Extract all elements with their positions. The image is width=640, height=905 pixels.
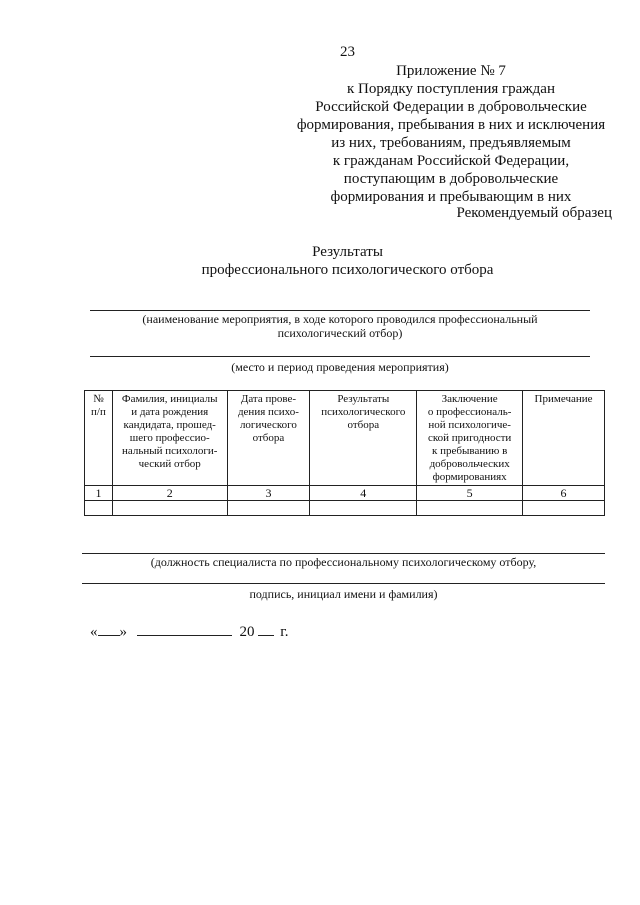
header-cell-number: № п/п xyxy=(85,391,113,486)
empty-cell xyxy=(417,501,523,516)
empty-cell xyxy=(85,501,113,516)
sample-label: Рекомендуемый образец xyxy=(456,205,612,221)
place-period-line xyxy=(90,356,590,357)
appendix-line: к гражданам Российской Федерации, xyxy=(332,153,570,169)
appendix-block xyxy=(270,62,632,206)
title-line-1: Результаты xyxy=(312,244,383,260)
signature-caption-line-1: (должность специалиста по профессиональному психологическому отбору, xyxy=(150,555,537,569)
header-cell-date: Дата прове- дения психо- логического отбора xyxy=(227,391,310,486)
appendix-line: поступающим в добровольческие xyxy=(343,171,559,187)
column-number: 2 xyxy=(112,486,227,501)
empty-cell xyxy=(227,501,310,516)
open-quote: « xyxy=(90,624,98,640)
column-number: 3 xyxy=(227,486,310,501)
appendix-line: Российской Федерации в добровольческие xyxy=(315,99,587,115)
event-caption-line-2: психологический отбор) xyxy=(277,326,403,340)
appendix-title: Приложение № 7 xyxy=(396,63,506,79)
year-suffix: г. xyxy=(280,624,289,640)
date-line xyxy=(90,622,288,641)
page-number: 23 xyxy=(340,44,355,60)
header-cell-conclusion: Заключение о профессиональ- ной психологиче- ской пригодности к пребыванию в добровольческих формированиях xyxy=(417,391,523,486)
results-table xyxy=(84,390,605,516)
header-cell-results: Результаты психологического отбора xyxy=(310,391,417,486)
specialist-line xyxy=(82,553,605,554)
appendix-line: формирования, пребывания в них и исключения xyxy=(296,117,606,133)
title-line-2: профессионального психологического отбора xyxy=(201,262,494,278)
event-caption-line-1: (наименование мероприятия, в ходе которого проводился профессиональный xyxy=(142,312,538,326)
month-blank xyxy=(137,622,232,636)
event-name-line xyxy=(90,310,590,311)
empty-cell xyxy=(523,501,605,516)
appendix-line: к Порядку поступления граждан xyxy=(346,81,555,97)
column-number: 5 xyxy=(417,486,523,501)
column-number: 6 xyxy=(523,486,605,501)
event-name-caption xyxy=(90,312,590,340)
empty-cell xyxy=(112,501,227,516)
column-number: 1 xyxy=(85,486,113,501)
signature-line xyxy=(82,583,605,584)
table-header-row xyxy=(85,391,605,486)
year-blank xyxy=(258,622,274,636)
header-cell-note: Примечание xyxy=(523,391,605,486)
place-period-caption: (место и период проведения мероприятия) xyxy=(231,360,449,374)
empty-cell xyxy=(310,501,417,516)
appendix-line: формирования и пребывающим в них xyxy=(330,189,572,205)
table-number-row xyxy=(85,486,605,501)
close-quote: » xyxy=(119,624,127,640)
table-empty-row xyxy=(85,501,605,516)
header-cell-candidate: Фамилия, инициалы и дата рождения кандидата, прошед- шего профессио- нальный психологи- ческий отбор xyxy=(112,391,227,486)
appendix-line: из них, требованиям, предъявляемым xyxy=(331,135,571,151)
signature-caption-line-2: подпись, инициал имени и фамилия) xyxy=(249,587,438,601)
day-blank xyxy=(98,622,120,636)
document-title xyxy=(0,243,640,279)
column-number: 4 xyxy=(310,486,417,501)
year-prefix: 20 xyxy=(239,624,255,640)
